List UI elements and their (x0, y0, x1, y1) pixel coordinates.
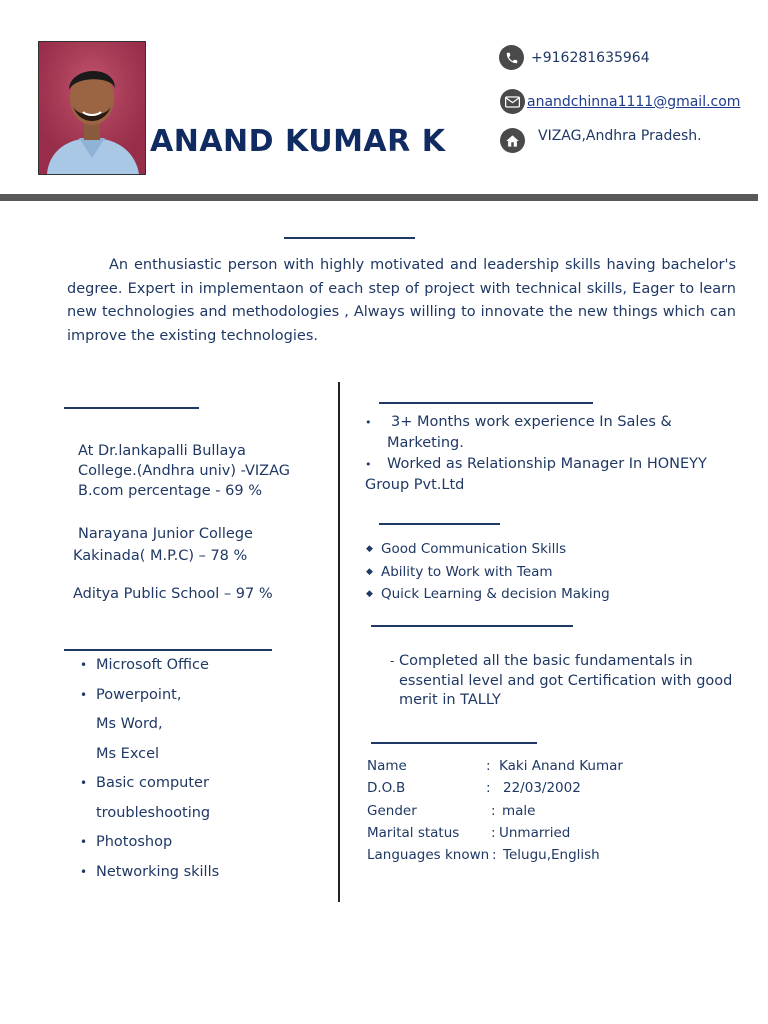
detail-value: 22/03/2002 (503, 780, 581, 797)
contact-email (500, 89, 740, 114)
list-item (365, 454, 745, 496)
diamond-bullet-icon: ◆ (366, 566, 373, 577)
strength-text: Good Communication Skills (381, 541, 567, 558)
mail-icon (500, 89, 525, 114)
strength-text: Quick Learning & decision Making (381, 586, 610, 603)
skill-text: Networking skills (96, 863, 220, 880)
diamond-bullet-icon: ◆ (366, 589, 373, 600)
location-text: VIZAG,Andhra Pradesh. (538, 127, 702, 144)
detail-key: Gender (367, 802, 417, 819)
education-line: B.com percentage - 69 % (78, 483, 262, 499)
bullet-icon: • (365, 458, 372, 471)
skills-list (80, 655, 219, 891)
experience-line: Group Pvt.Ltd (365, 477, 465, 493)
strength-text: Ability to Work with Team (381, 563, 553, 580)
strengths-heading-rule (379, 523, 500, 525)
contact-location (500, 128, 702, 153)
skill-text: Ms Excel (96, 745, 160, 762)
experience-line: Marketing. (387, 435, 464, 451)
education-line: At Dr.lankapalli Bullaya (78, 443, 246, 459)
certification-heading-rule (371, 625, 573, 627)
email-link[interactable]: anandchinna1111@gmail.com (527, 93, 741, 110)
list-item (366, 538, 610, 561)
skills-heading-rule (64, 649, 272, 651)
certification-line: Completed all the basic fundamentals in (399, 653, 693, 669)
personal-heading-rule (371, 742, 537, 744)
summary-heading-rule (284, 237, 415, 239)
list-item (80, 803, 219, 833)
education-degree (78, 441, 290, 501)
experience-heading-rule (379, 402, 593, 404)
candidate-name: ANAND KUMAR K (150, 124, 446, 159)
certification-line: essential level and got Certification with good (399, 672, 733, 689)
profile-photo (38, 41, 146, 175)
education-school: Aditya Public School – 97 % (73, 586, 273, 602)
dash-bullet-icon: - (390, 654, 395, 668)
home-icon (500, 128, 525, 153)
list-item (80, 685, 219, 715)
phone-icon (499, 45, 524, 70)
list-item (80, 832, 219, 862)
detail-key: D.O.B (367, 780, 406, 797)
certification-block (390, 652, 750, 711)
bullet-icon: • (80, 835, 88, 849)
skill-text: troubleshooting (96, 804, 211, 821)
detail-value: Unmarried (499, 824, 571, 841)
detail-value: Kaki Anand Kumar (499, 758, 623, 774)
education-line: College.(Andhra univ) -VIZAG (78, 463, 290, 479)
bullet-icon: • (80, 776, 88, 790)
certification-line: merit in TALLY (399, 692, 501, 708)
education-junior (73, 523, 253, 567)
bullet-icon: • (80, 864, 88, 879)
detail-value: male (502, 802, 536, 819)
column-divider (338, 382, 340, 902)
list-item (80, 714, 219, 744)
education-line: Narayana Junior College (78, 526, 253, 542)
bullet-icon: • (80, 687, 88, 702)
strengths-list (366, 538, 610, 606)
summary-text: An enthusiastic person with highly motivated and leadership skills having bachelor's degree. Expert in implementaon of each step of project with technical skills, Eager to learn new technologies and methodologies , Always willing to innovate the new things which can improve the existing technologies. (67, 257, 736, 344)
experience-line: Worked as Relationship Manager In HONEYY (387, 456, 707, 472)
list-item (366, 561, 610, 584)
summary-paragraph (67, 254, 736, 348)
header-divider (0, 194, 758, 201)
list-item (80, 655, 219, 685)
list-item (80, 773, 219, 803)
education-heading-rule (64, 407, 199, 409)
diamond-bullet-icon: ◆ (366, 544, 373, 555)
experience-line: 3+ Months work experience In Sales & (391, 414, 672, 430)
list-item (80, 862, 219, 892)
skill-text: Basic computer (96, 775, 209, 791)
skill-text: Photoshop (96, 834, 173, 850)
skill-text: Powerpoint, (96, 686, 182, 703)
list-item (366, 583, 610, 606)
list-item (365, 412, 745, 454)
detail-value: Telugu,English (503, 847, 600, 864)
contact-phone (499, 45, 650, 70)
education-line: Kakinada( M.P.C) – 78 % (73, 548, 248, 564)
skill-text: Microsoft Office (96, 657, 209, 673)
person-silhouette-icon (39, 42, 145, 174)
skill-text: Ms Word, (96, 716, 163, 732)
bullet-icon: • (80, 658, 88, 672)
detail-key: Languages known (367, 847, 490, 864)
phone-number: +916281635964 (531, 49, 650, 66)
list-item (80, 744, 219, 774)
detail-key: Name (367, 758, 407, 774)
bullet-icon: • (365, 416, 372, 429)
experience-list (365, 412, 745, 496)
detail-key: Marital status (367, 824, 460, 841)
